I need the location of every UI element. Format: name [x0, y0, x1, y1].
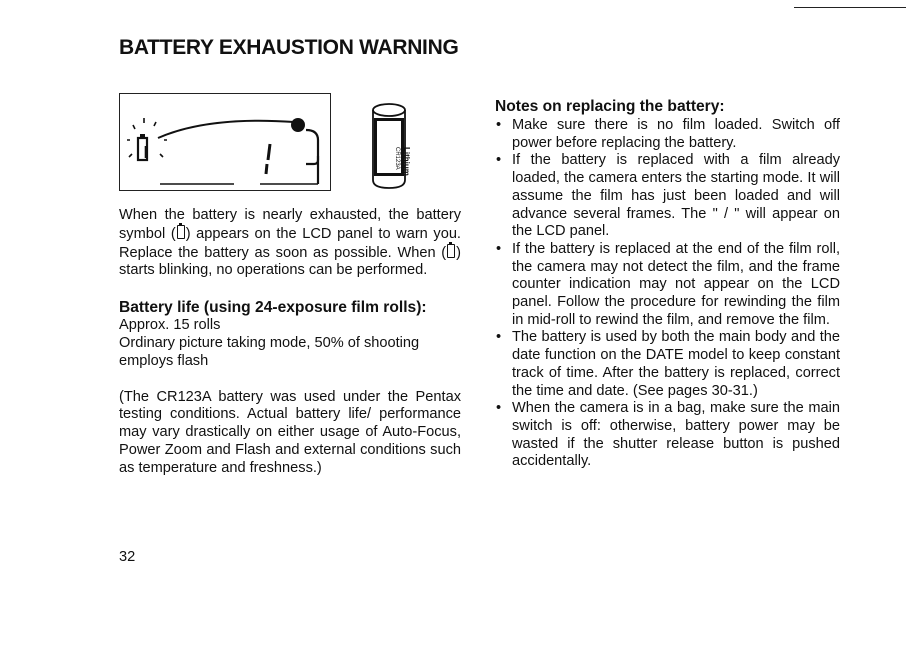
lithium-battery-icon: [367, 102, 411, 190]
top-rule: [794, 7, 906, 8]
battery-label: Lithium: [402, 147, 411, 176]
list-item: • If the battery is replaced at the end of the film roll, the camera may not detect the film, and the frame counter indication may not appear on the LCD panel. Follow the procedure for rewinding the film in mid-roll to rewind the film, and remove the film.: [495, 241, 840, 330]
notes-heading: Notes on replacing the battery:: [495, 98, 725, 115]
intro-paragraph: When the battery is nearly exhausted, the battery symbol ( ) appears on the LCD panel to warn you. Replace the battery as soon as possible. When ( ) starts blinking, no operations can be performed.: [119, 207, 461, 279]
left-column: [119, 207, 461, 478]
list-item: • The battery is used by both the main body and the date function on the DATE model to keep constant track of time. After the battery is replaced, correct the time and date. (See pages 30-31.): [495, 329, 840, 400]
list-item: • When the camera is in a bag, make sure the main switch is off: otherwise, battery power may be wasted if the shutter release button is pushed accidentally.: [495, 400, 840, 471]
notes-list: [495, 117, 840, 471]
battery-symbol-icon: [177, 225, 185, 239]
right-column: [495, 97, 840, 471]
battery-figure: [119, 90, 419, 200]
battery-life-rolls: Approx. 15 rolls: [119, 317, 221, 334]
lcd-panel-illustration: [119, 93, 331, 191]
battery-symbol-icon: [447, 244, 455, 258]
battery-model: CR123A: [394, 147, 400, 170]
battery-life-heading: Battery life (using 24-exposure film rolls):: [119, 299, 427, 317]
list-item: • If the battery is replaced with a film already loaded, the camera enters the starting mode. It will assume the film has just been loaded and will advance several frames. The " / " will appear on the LCD panel.: [495, 152, 840, 241]
battery-life-conditions: Ordinary picture taking mode, 50% of shooting employs flash: [119, 334, 420, 369]
list-item: • Make sure there is no film loaded. Switch off power before replacing the battery.: [495, 117, 840, 152]
page-number: 32: [119, 549, 136, 565]
testing-note: (The CR123A battery was used under the Pentax testing conditions. Actual battery life/ performance may vary drastically on either usage of Auto-Focus, Power Zoom and Flash and external conditions such as temperature and freshness.): [119, 388, 461, 476]
page-title: BATTERY EXHAUSTION WARNING: [119, 36, 459, 59]
lcd-panel-battery-warning-icon: [120, 94, 332, 192]
